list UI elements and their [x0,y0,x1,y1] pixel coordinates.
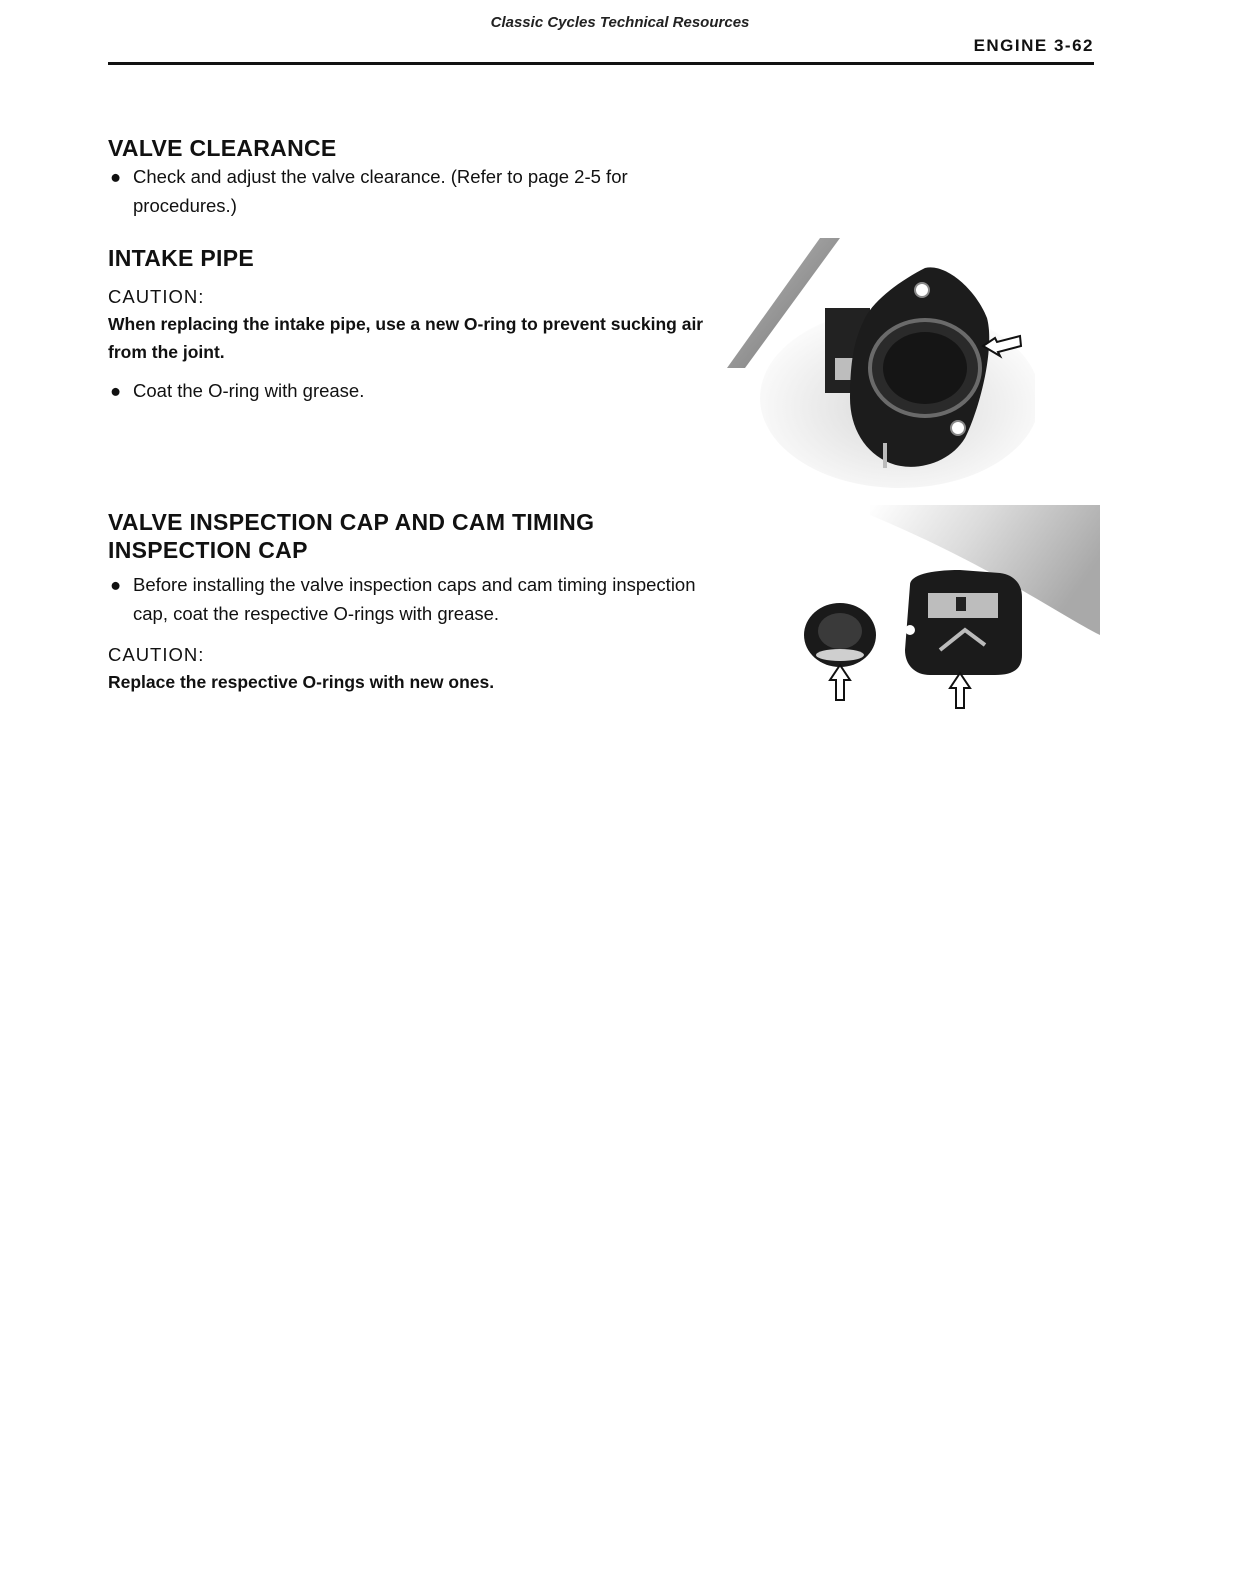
section-title: INTAKE PIPE [108,245,255,271]
bullet-text: Check and adjust the valve clearance. (Refer to page 2-5 for procedures.) [133,166,628,216]
inspection-caps-photo [760,505,1100,720]
caution-text: When replacing the intake pipe, use a new O-ring to prevent sucking air from the joint. [108,314,704,362]
bullet-dot-icon: ● [110,574,122,595]
site-header: Classic Cycles Technical Resources [490,14,750,31]
bullet-text: Coat the O-ring with grease. [133,380,365,401]
bullet-dot-icon: ● [110,380,122,401]
caution-text: Replace the respective O-rings with new ones. [108,672,495,692]
bullet-item [108,162,708,220]
caution-label: CAUTION: [108,644,205,665]
bullet-dot-icon: ● [110,166,122,187]
section-valve-clearance [108,134,708,220]
bullet-text: Before installing the valve inspection caps and cam timing inspection cap, coat the respective O-rings with grease. [133,574,696,624]
section-intake-pipe [108,244,708,405]
caution-label: CAUTION: [108,286,205,307]
chapter-page-reference: ENGINE 3-62 [973,36,1094,55]
intake-pipe-photo [725,238,1035,488]
section-title: VALVE INSPECTION CAP AND CAM TIMING INSPECTION CAP [108,509,595,563]
bullet-item [108,376,708,405]
header-rule [108,62,1094,65]
bullet-item [108,570,708,628]
section-inspection-cap [108,508,708,696]
section-title: VALVE CLEARANCE [108,135,337,161]
